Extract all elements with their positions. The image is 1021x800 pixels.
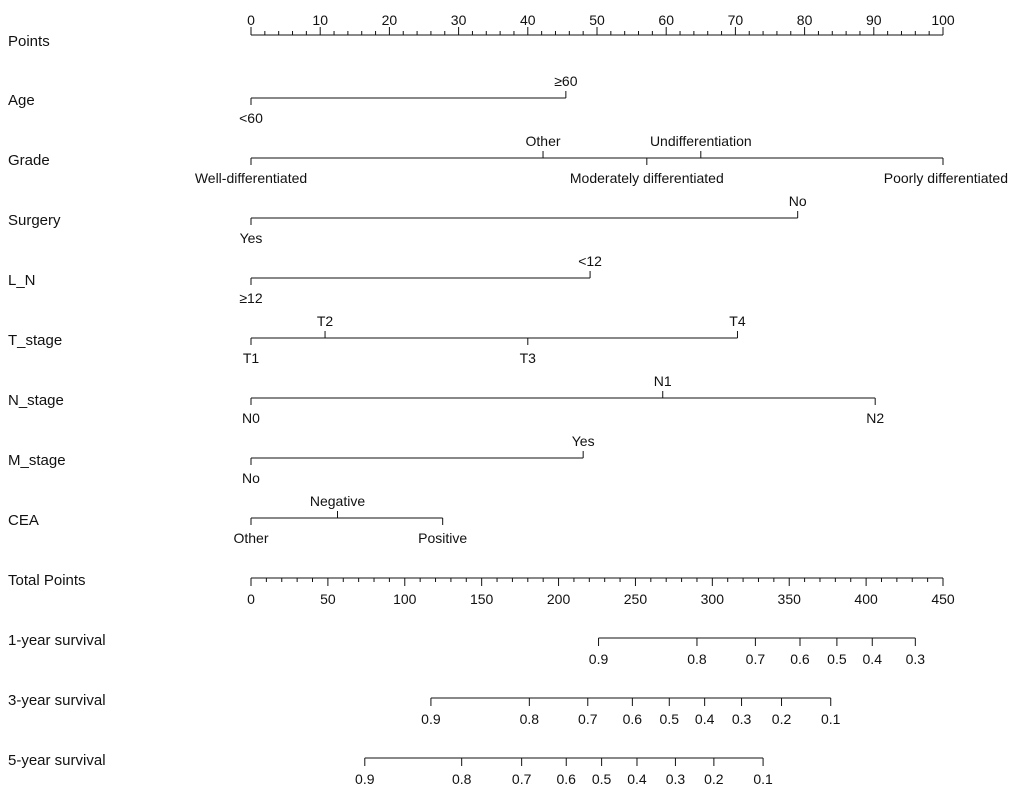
cea-level-label: Positive (418, 530, 468, 546)
grade-level-label: Moderately differentiated (569, 170, 724, 186)
1-year-survival-tick-label: 0.4 (862, 651, 882, 667)
t-stage-level-label: T2 (316, 313, 334, 329)
age-label: Age (8, 92, 35, 109)
m-stage-level-label: No (242, 470, 260, 486)
n-stage-level-label: N0 (242, 410, 260, 426)
3-year-survival-tick-label: 0.3 (731, 711, 752, 727)
5-year-survival-tick-label: 0.1 (753, 771, 773, 787)
t-stage-level-label: T1 (242, 350, 260, 366)
points-axis-tick-label: 60 (658, 12, 674, 28)
5-year-survival-tick-label: 0.8 (451, 771, 472, 787)
grade-level-label: Poorly differentiated (883, 170, 1008, 186)
m-stage-level-label: Yes (571, 433, 595, 449)
l-n-label: L_N (8, 272, 36, 289)
n-stage-label: N_stage (8, 392, 64, 409)
grade-level-label: Well-differentiated (194, 170, 308, 186)
surgery-label: Surgery (8, 212, 61, 229)
points-axis-tick-label: 20 (381, 12, 398, 28)
t-stage-label: T_stage (8, 332, 63, 349)
total-points-axis-tick-label: 100 (393, 591, 417, 607)
5-year-survival-tick-label: 0.7 (511, 771, 532, 787)
1-year-survival-tick-label: 0.9 (588, 651, 609, 667)
cea-level-label: Negative (309, 493, 366, 509)
t-stage-level-label: T4 (729, 313, 746, 329)
total-points-axis-tick-label: 200 (546, 591, 571, 607)
3-year-survival-label: 3-year survival (8, 692, 106, 709)
1-year-survival-tick-label: 0.6 (790, 651, 810, 667)
5-year-survival-tick-label: 0.6 (556, 771, 576, 787)
grade-level-label: Other (525, 133, 561, 149)
points-axis-tick-label: 40 (520, 12, 536, 28)
total-points-axis-tick-label: 0 (247, 591, 255, 607)
1-year-survival-tick-label: 0.5 (827, 651, 847, 667)
3-year-survival-tick-label: 0.5 (659, 711, 680, 727)
5-year-survival-tick-label: 0.9 (355, 771, 375, 787)
3-year-survival-tick-label: 0.9 (421, 711, 441, 727)
5-year-survival-label: 5-year survival (8, 752, 106, 769)
grade-label: Grade (8, 152, 50, 169)
points-axis-tick-label: 50 (589, 12, 605, 28)
3-year-survival-tick-label: 0.6 (622, 711, 643, 727)
t-stage-level-label: T3 (519, 350, 536, 366)
cea-level-label: Other (233, 530, 269, 546)
surgery-level-label: No (788, 193, 807, 209)
3-year-survival-tick-label: 0.7 (578, 711, 598, 727)
total-points-axis-tick-label: 350 (777, 591, 801, 607)
cea-label: CEA (8, 512, 39, 529)
total-points-axis-tick-label: 250 (623, 591, 648, 607)
age-level-label: <60 (239, 110, 263, 126)
points-axis-tick-label: 100 (931, 12, 955, 28)
1-year-survival-tick-label: 0.8 (687, 651, 707, 667)
1-year-survival-label: 1-year survival (8, 632, 106, 649)
3-year-survival-tick-label: 0.8 (519, 711, 540, 727)
m-stage-label: M_stage (8, 452, 66, 469)
3-year-survival-tick-label: 0.2 (771, 711, 792, 727)
3-year-survival-tick-label: 0.1 (821, 711, 841, 727)
5-year-survival-tick-label: 0.5 (591, 771, 612, 787)
points-axis-tick-label: 90 (866, 12, 882, 28)
3-year-survival-tick-label: 0.4 (694, 711, 715, 727)
total-points-axis-tick-label: 300 (700, 591, 725, 607)
grade-level-label: Undifferentiation (649, 133, 752, 149)
l-n-level-label: ≥12 (239, 290, 263, 306)
points-axis-label: Points (8, 33, 50, 50)
n-stage-level-label: N1 (653, 373, 672, 389)
l-n-level-label: <12 (578, 253, 602, 269)
points-axis-tick-label: 70 (727, 12, 744, 28)
5-year-survival-tick-label: 0.4 (627, 771, 647, 787)
points-axis-tick-label: 0 (247, 12, 255, 28)
surgery-level-label: Yes (239, 230, 263, 246)
5-year-survival-tick-label: 0.3 (665, 771, 686, 787)
points-axis-tick-label: 30 (450, 12, 467, 28)
total-points-axis-tick-label: 150 (469, 591, 494, 607)
points-axis-tick-label: 80 (796, 12, 813, 28)
total-points-axis-tick-label: 450 (931, 591, 955, 607)
total-points-axis-tick-label: 400 (854, 591, 878, 607)
total-points-axis-tick-label: 50 (320, 591, 336, 607)
1-year-survival-tick-label: 0.7 (745, 651, 766, 667)
total-points-axis-label: Total Points (8, 572, 86, 589)
1-year-survival-tick-label: 0.3 (905, 651, 926, 667)
n-stage-level-label: N2 (866, 410, 885, 426)
age-level-label: ≥60 (554, 73, 578, 89)
5-year-survival-tick-label: 0.2 (704, 771, 724, 787)
points-axis-tick-label: 10 (312, 12, 328, 28)
